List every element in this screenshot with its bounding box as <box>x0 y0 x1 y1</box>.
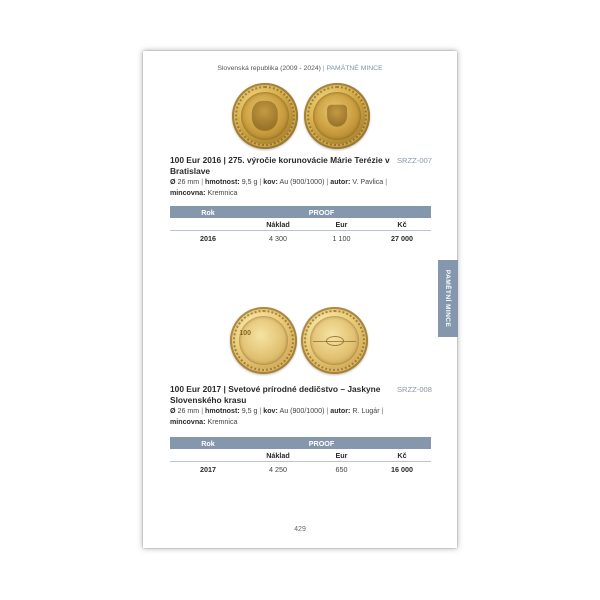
row-eur: 650 <box>335 464 348 474</box>
coin-obverse-image <box>230 307 297 374</box>
table-header <box>170 437 431 449</box>
coin-reverse-image <box>301 307 368 374</box>
author-label: autor: <box>330 407 351 415</box>
row-naklad: 4 250 <box>269 464 287 474</box>
col-eur-header: Eur <box>335 219 348 229</box>
header-section: PAMÄTNÉ MINCE <box>326 65 383 72</box>
metal-value: Au (900/1000) <box>279 178 325 186</box>
page-number: 429 <box>294 526 306 533</box>
table-row <box>170 462 431 476</box>
running-header <box>143 65 457 72</box>
row-rok: 2017 <box>200 464 216 474</box>
row-rok: 2016 <box>200 233 216 243</box>
entry-title: 100 Eur 2017 | Svetové prírodné dedičstvo – Jaskyne Slovenského krasu <box>170 384 381 405</box>
col-rok-header: Rok <box>201 207 215 217</box>
coin-obverse-image <box>232 83 298 149</box>
col-rok-header: Rok <box>201 438 215 448</box>
mintage-table <box>170 206 431 245</box>
row-eur: 1 100 <box>332 233 351 243</box>
metal-label: kov: <box>263 407 278 415</box>
entry-specs: Ø 26 mm | hmotnost: 9,5 g | kov: Au (900/1000) | autor: V. Pavlica | mincovna: Kremnica <box>170 178 388 197</box>
header-separator: | <box>322 65 325 72</box>
col-naklad-header: Náklad <box>266 219 290 229</box>
author-value: R. Lugár <box>352 407 380 415</box>
section-side-tab <box>438 260 458 337</box>
coin-images-1 <box>232 83 370 149</box>
author-label: autor: <box>330 178 351 186</box>
col-proof-header: PROOF <box>308 438 335 448</box>
table-header <box>170 206 431 218</box>
coin-reverse-image <box>304 83 370 149</box>
diameter-label: Ø <box>170 178 176 186</box>
weight-label: hmotnost: <box>205 407 240 415</box>
col-kc-header: Kč <box>397 450 407 460</box>
metal-label: kov: <box>263 178 278 186</box>
coin-images-2 <box>230 307 368 374</box>
entry-title: 100 Eur 2016 | 275. výročie korunovácie Márie Terézie v Bratislave <box>170 155 390 176</box>
catalog-code: SRZZ-008 <box>396 385 432 394</box>
diameter-label: Ø <box>170 407 176 415</box>
col-kc-header: Kč <box>397 219 407 229</box>
mint-value: Kremnica <box>207 188 238 197</box>
weight-label: hmotnost: <box>205 178 240 186</box>
col-proof-header: PROOF <box>308 207 335 217</box>
mintage-table <box>170 437 431 476</box>
side-tab-label: PAMĚTNÍ MINCE <box>444 269 452 328</box>
row-naklad: 4 300 <box>269 233 287 243</box>
entry-specs: Ø 26 mm | hmotnost: 9,5 g | kov: Au (900/1000) | autor: R. Lugár | mincovna: Kremnica <box>170 407 384 426</box>
catalog-code: SRZZ-007 <box>396 156 432 165</box>
col-naklad-header: Náklad <box>266 450 290 460</box>
coin-value-text: 100 <box>239 329 252 337</box>
diameter-value: 26 mm <box>177 407 200 415</box>
metal-value: Au (900/1000) <box>279 407 325 415</box>
col-eur-header: Eur <box>335 450 348 460</box>
table-subheader <box>170 449 431 462</box>
mint-value: Kremnica <box>207 417 238 426</box>
weight-value: 9,5 g <box>241 178 258 186</box>
mint-label: mincovna: <box>170 188 206 197</box>
author-value: V. Pavlica <box>352 178 384 186</box>
header-country: Slovenská republika (2009 - 2024) <box>217 65 321 72</box>
diameter-value: 26 mm <box>177 178 200 186</box>
mint-label: mincovna: <box>170 417 206 426</box>
table-subheader <box>170 218 431 231</box>
table-row <box>170 231 431 245</box>
row-kc: 16 000 <box>391 464 413 474</box>
row-kc: 27 000 <box>391 233 413 243</box>
weight-value: 9,5 g <box>241 407 258 415</box>
